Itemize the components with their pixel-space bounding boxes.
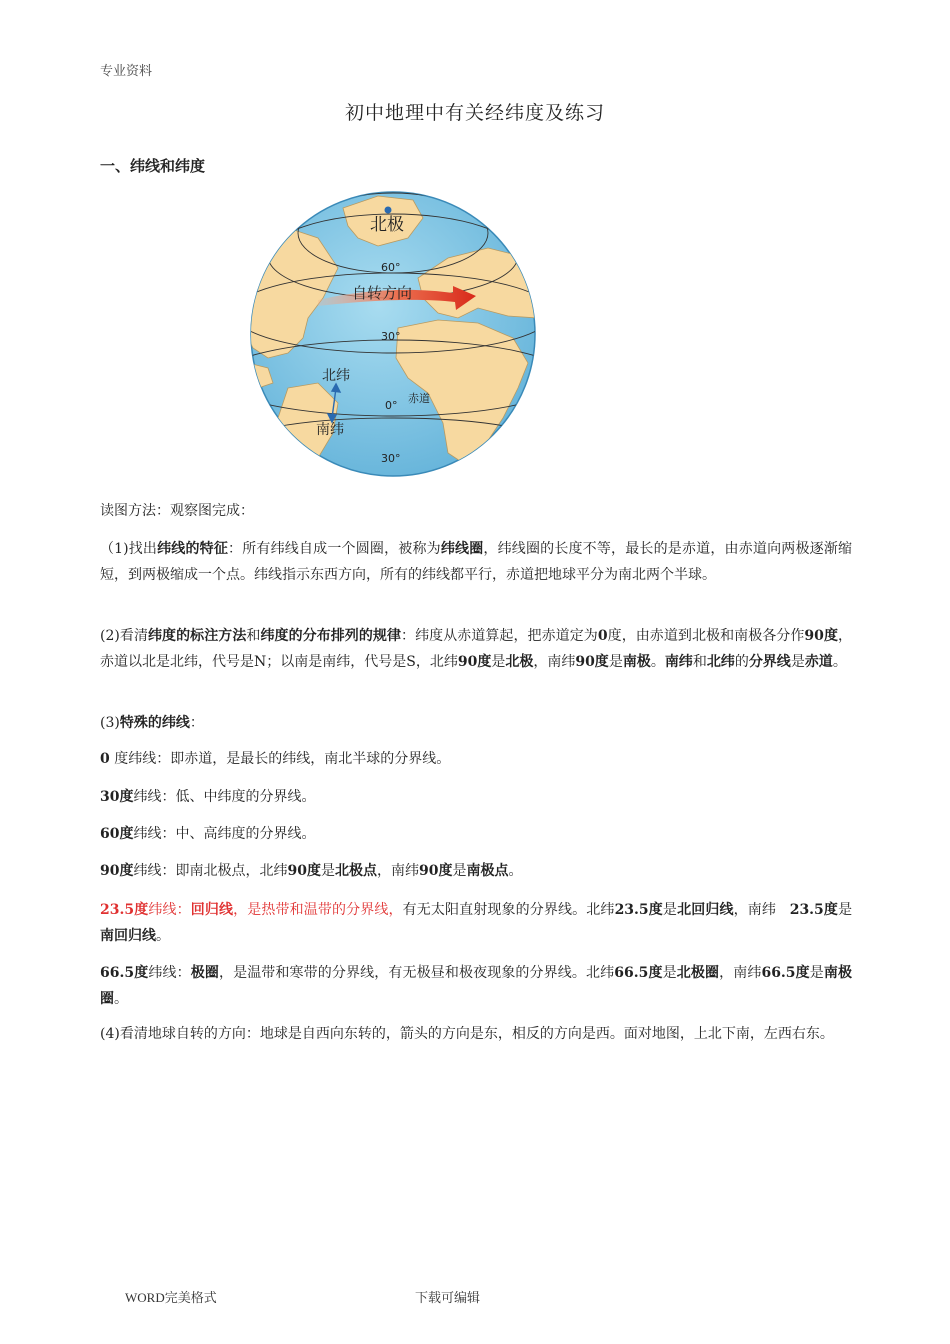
paragraph-3 [100, 710, 852, 736]
lat90-text: 是 [452, 863, 467, 879]
para2-text: 和 [246, 628, 261, 644]
lat235-bold: 南回归线 [100, 928, 156, 944]
lat90-bold: 北极点 [334, 863, 377, 879]
para1-text: （1)找出 [100, 541, 158, 557]
lat235-bold: 北回归线 [677, 902, 734, 918]
lat30-line [100, 784, 852, 810]
lat665-text: 是 [809, 965, 824, 981]
lat665-text: ，南纬 [719, 965, 762, 981]
label-lat0: 0° [385, 399, 398, 412]
para2-text: 是 [491, 654, 506, 670]
para2-bold: 纬度的分布排列的规律 [260, 628, 402, 644]
label-equator: 赤道 [408, 392, 430, 405]
lat665-line [100, 960, 852, 1012]
lat665-text: 。 [114, 991, 128, 1007]
para3-bold: 特殊的纬线 [119, 715, 190, 731]
label-north-pole: 北极 [370, 215, 404, 235]
lat665-bold: 南极圈 [100, 965, 853, 1007]
para2-text: ：纬度从赤道算起，把赤道定为 [401, 628, 598, 644]
label-north-latitude: 北纬 [322, 368, 350, 384]
lat665-bold: 极圈 [190, 965, 219, 981]
para1-text: ，纬线圈的长度不等，最长的是赤道，由赤道向两极逐渐缩短，到两极缩成一个点。纬线指示东西方向，所有的纬线都平行，赤道把地球平分为南北两个半球。 [100, 541, 853, 583]
lat0-text: 度纬线：即赤道，是最长的纬线，南北半球的分界线。 [109, 751, 451, 767]
label-lat30s: 30° [381, 452, 401, 465]
lat90-bold: 南极点 [466, 863, 509, 879]
lat235-bold: 23.5度 [614, 902, 663, 918]
para1-bold: 纬线的特征 [157, 541, 229, 557]
para2-bold: 0 [597, 628, 608, 644]
lat665-bold: 66.5度 [614, 965, 663, 981]
para2-text: 度，由赤道到北极和南极各分作 [607, 628, 805, 644]
para2-bold: 北极 [505, 654, 534, 670]
lat90-bold: 90度 [418, 863, 453, 879]
para2-text: 的 [734, 654, 749, 670]
para1-bold: 纬线圈 [440, 541, 484, 557]
lat60-bold: 60度 [100, 826, 134, 842]
para2-bold: 南极 [622, 654, 651, 670]
page-header: 专业资料 [100, 64, 153, 79]
lat30-text: 纬线：低、中纬度的分界线。 [133, 789, 316, 805]
lat665-text: 是 [662, 965, 677, 981]
page-title: 初中地理中有关经纬度及练习 [344, 102, 605, 124]
para2-bold: 纬度的标注方法 [148, 628, 247, 644]
para2-text: 和 [692, 654, 707, 670]
para3-text: (3) [100, 715, 120, 731]
lat235-red-text: ，是热带和温带的分界线， [233, 902, 403, 918]
para2-bold: 分界线 [748, 654, 791, 670]
lat90-text: ，南纬 [376, 863, 419, 879]
para2-text: 是 [790, 654, 805, 670]
lat665-text: 纬线： [148, 965, 191, 981]
lat90-text: 纬线：即南北极点，北纬 [133, 863, 288, 879]
lat60-line [100, 821, 852, 847]
lat90-bold: 90度 [287, 863, 321, 879]
lat665-bold: 66.5度 [761, 965, 810, 981]
para2-text: (2)看清 [100, 628, 148, 644]
label-lat60: 60° [381, 261, 401, 274]
paragraph-4: (4)看清地球自转的方向：地球是自西向东转的，箭头的方向是东，相反的方向是西。面对地图，上北下南，左西右东。 [100, 1026, 834, 1042]
lat90-text: 是 [320, 863, 335, 879]
para2-bold: 南纬 [664, 654, 693, 670]
lat60-text: 纬线：中、高纬度的分界线。 [133, 826, 316, 842]
lat90-bold: 90度 [100, 863, 134, 879]
label-south-latitude: 南纬 [316, 422, 344, 438]
paragraph-1 [100, 536, 852, 588]
lat0-bold: 0 [100, 751, 110, 767]
lat0-line [100, 746, 852, 772]
para2-text: 。 [832, 654, 847, 670]
para2-bold: 90度 [804, 628, 839, 644]
section-heading: 一、纬线和纬度 [100, 157, 206, 175]
read-method: 读图方法：观察图完成： [100, 503, 254, 519]
lat235-red-bold: 23.5度 [100, 902, 149, 918]
para2-bold: 赤道 [804, 654, 833, 670]
para2-text: ，南纬 [533, 654, 576, 670]
lat235-text: ，南纬 [733, 902, 776, 918]
para1-text: ：所有纬线自成一个圆圈，被称为 [228, 541, 441, 557]
lat90-line [100, 858, 852, 884]
label-rotation: 自转方向 [352, 284, 413, 302]
paragraph-2 [100, 623, 852, 675]
lat90-text: 。 [508, 863, 523, 879]
lat235-red-bold: 回归线 [190, 902, 234, 918]
lat235-text: 是 [838, 902, 853, 918]
lat30-bold: 30度 [100, 789, 134, 805]
footer-left: WORD完美格式 [125, 1290, 217, 1305]
north-pole-dot [385, 207, 392, 214]
lat665-bold: 66.5度 [100, 965, 149, 981]
para2-text: 。 [650, 654, 665, 670]
para2-text: 是 [608, 654, 623, 670]
footer-right: 下载可编辑 [415, 1290, 481, 1305]
para3-text: ： [189, 715, 204, 731]
para2-text: ，赤道以北是北纬，代号是N；以南是南纬，代号是S，北纬 [100, 628, 853, 670]
para2-bold: 90度 [457, 654, 492, 670]
lat665-bold: 北极圈 [676, 965, 720, 981]
para2-bold: 北纬 [706, 654, 735, 670]
lat235-text: 。 [156, 928, 170, 944]
lat235-red-text: 纬线： [148, 902, 191, 918]
lat235-bold: 23.5度 [789, 902, 839, 918]
lat235-line [100, 897, 852, 949]
lat235-text: 有无太阳直射现象的分界线。北纬 [402, 902, 615, 918]
globe-figure [248, 188, 538, 480]
label-lat30n: 30° [381, 330, 401, 343]
para2-bold: 90度 [575, 654, 609, 670]
lat235-text: 是 [662, 902, 678, 918]
lat665-text: ，是温带和寒带的分界线，有无极昼和极夜现象的分界线。北纬 [218, 965, 615, 981]
